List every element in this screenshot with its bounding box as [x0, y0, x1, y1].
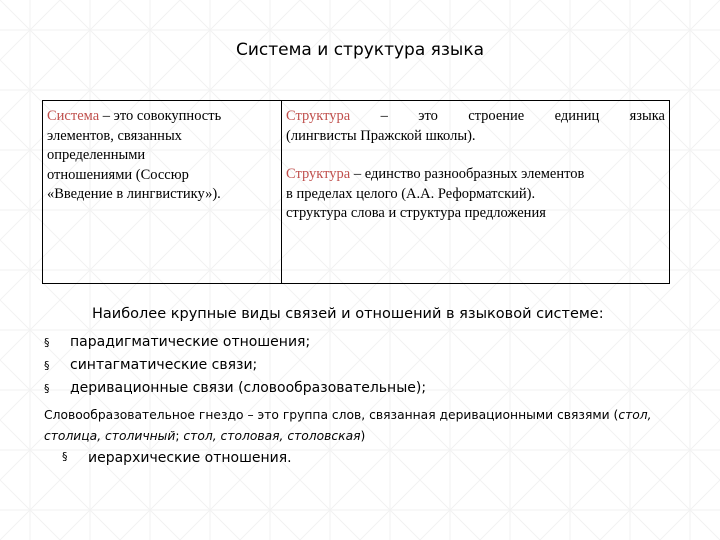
system-definition-line: – это совокупность	[99, 108, 222, 124]
list-item: § синтагматические связи;	[44, 354, 684, 377]
page-title: Система и структура языка	[235, 40, 485, 60]
system-definition-line: «Введение в лингвистику»).	[47, 186, 221, 202]
example-words: стол, столовая, столовская	[183, 429, 361, 443]
system-definition-cell	[43, 101, 282, 284]
example-words: стол, столица, столичный	[44, 408, 652, 443]
square-bullet-icon: §	[44, 359, 50, 372]
square-bullet-icon: §	[44, 336, 50, 349]
word-family-note: Словообразовательное гнездо – это группа слов, связанная деривационными связями (стол, столица, столичный; стол, столовая, столовская)	[44, 408, 652, 443]
system-definition-line: элементов, связанных	[47, 127, 182, 144]
relations-list	[44, 331, 684, 400]
square-bullet-icon: §	[44, 382, 50, 395]
structure-definition-line: – единство разнообразных элементов	[350, 166, 585, 182]
structure-definition-line: – это строение единиц языка	[350, 108, 665, 124]
term-system: Система	[47, 108, 100, 124]
term-structure: Структура	[286, 108, 351, 124]
list-item: § парадигматические отношения;	[44, 331, 684, 354]
structure-definition-line: (лингвисты Пражской школы).	[286, 127, 476, 144]
definitions-table	[42, 100, 670, 284]
list-item-hierarchical: § иерархические отношения.	[62, 450, 292, 466]
system-definition-line: определенными	[47, 147, 146, 163]
term-structure: Структура	[286, 166, 351, 182]
structure-definition-line: в пределах целого (А.А. Реформатский).	[286, 185, 536, 202]
system-definition-line: отношениями (Соссюр	[47, 166, 189, 183]
square-bullet-icon: §	[62, 450, 68, 463]
section-subheading: Наиболее крупные виды связей и отношений в языковой системе:	[92, 306, 604, 322]
structure-definition-cell	[282, 101, 670, 284]
structure-example-line: структура слова и структура предложения	[286, 205, 546, 221]
list-item: § деривационные связи (словообразовательные);	[44, 377, 684, 400]
